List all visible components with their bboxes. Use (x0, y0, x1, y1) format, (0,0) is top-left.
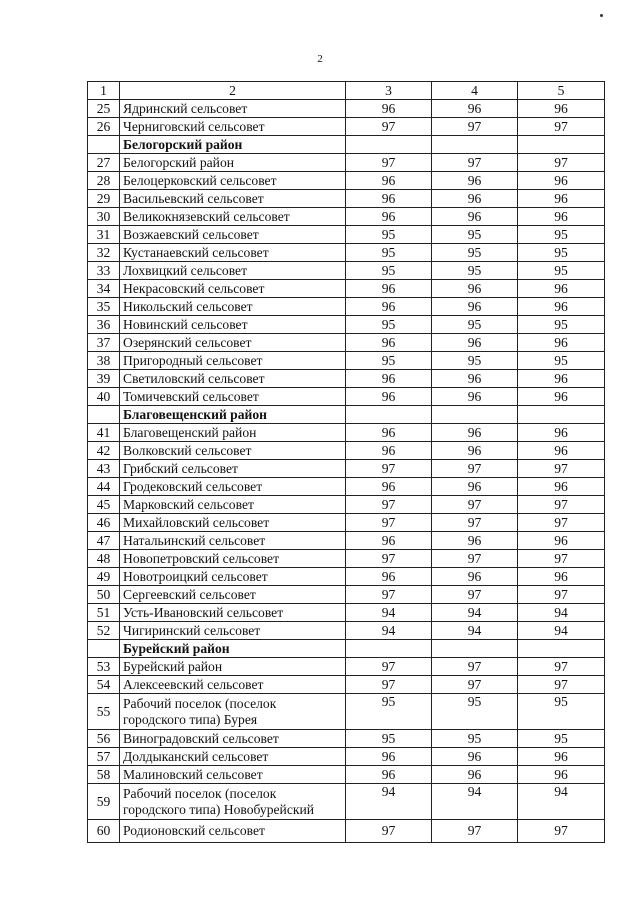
value-col3-cell: 97 (346, 514, 432, 532)
value-col5-cell: 95 (518, 244, 605, 262)
row-number-cell: 44 (88, 478, 120, 496)
value-col5-cell: 96 (518, 334, 605, 352)
territory-name-cell: Пригородный сельсовет (120, 352, 346, 370)
territory-name-cell: Новотроицкий сельсовет (120, 568, 346, 586)
value-col5-cell: 96 (518, 298, 605, 316)
value-col4-cell: 97 (432, 658, 518, 676)
value-col3-cell: 96 (346, 748, 432, 766)
territory-name-cell: Чигиринский сельсовет (120, 622, 346, 640)
table-row (88, 262, 605, 280)
value-col4-cell: 97 (432, 496, 518, 514)
value-col4-cell (432, 640, 518, 658)
row-number-cell: 39 (88, 370, 120, 388)
territory-name-cell: Черниговский сельсовет (120, 118, 346, 136)
table-row (88, 658, 605, 676)
header-cell-1: 1 (88, 82, 120, 100)
value-col5-cell: 96 (518, 442, 605, 460)
territory-name-cell: Гродековский сельсовет (120, 478, 346, 496)
territory-name-cell: Никольский сельсовет (120, 298, 346, 316)
value-col5-cell: 97 (518, 154, 605, 172)
row-number-cell: 25 (88, 100, 120, 118)
header-cell-5: 5 (518, 82, 605, 100)
row-number-cell: 50 (88, 586, 120, 604)
value-col5-cell: 96 (518, 568, 605, 586)
value-col5-cell: 95 (518, 262, 605, 280)
value-col3-cell: 94 (346, 622, 432, 640)
table-row (88, 154, 605, 172)
value-col3-cell: 97 (346, 658, 432, 676)
value-col4-cell: 96 (432, 388, 518, 406)
row-number-cell: 42 (88, 442, 120, 460)
row-number-cell: 34 (88, 280, 120, 298)
value-col5-cell: 95 (518, 226, 605, 244)
value-col4-cell: 97 (432, 820, 518, 843)
value-col3-cell: 96 (346, 568, 432, 586)
row-number-cell: 30 (88, 208, 120, 226)
value-col5-cell: 97 (518, 514, 605, 532)
territory-name-cell: Благовещенский район (120, 424, 346, 442)
value-col3-cell: 97 (346, 154, 432, 172)
value-col3-cell: 94 (346, 604, 432, 622)
value-col5-cell: 96 (518, 388, 605, 406)
table-row (88, 298, 605, 316)
value-col4-cell: 96 (432, 442, 518, 460)
row-number-cell: 27 (88, 154, 120, 172)
value-col3-cell: 97 (346, 586, 432, 604)
value-col5-cell: 95 (518, 316, 605, 334)
row-number-cell (88, 640, 120, 658)
territory-name-cell: Бурейский район (120, 658, 346, 676)
territory-name-cell: Благовещенский район (120, 406, 346, 424)
value-col4-cell: 97 (432, 118, 518, 136)
row-number-cell: 33 (88, 262, 120, 280)
value-col3-cell: 96 (346, 172, 432, 190)
row-number-cell: 41 (88, 424, 120, 442)
territory-name-cell: Михайловский сельсовет (120, 514, 346, 532)
value-col3-cell: 97 (346, 550, 432, 568)
territory-name-cell: Усть-Ивановский сельсовет (120, 604, 346, 622)
territory-name-cell: Лохвицкий сельсовет (120, 262, 346, 280)
value-col3-cell: 96 (346, 766, 432, 784)
value-col5-cell (518, 640, 605, 658)
value-col4-cell: 95 (432, 316, 518, 334)
territory-name-cell: Белогорский район (120, 136, 346, 154)
value-col3-cell: 96 (346, 190, 432, 208)
value-col3-cell: 96 (346, 388, 432, 406)
value-col4-cell: 97 (432, 586, 518, 604)
value-col5-cell: 97 (518, 820, 605, 843)
row-number-cell: 58 (88, 766, 120, 784)
territory-name-cell: Возжаевский сельсовет (120, 226, 346, 244)
row-number-cell: 40 (88, 388, 120, 406)
territory-name-cell: Томичевский сельсовет (120, 388, 346, 406)
table-row (88, 460, 605, 478)
table-row (88, 820, 605, 843)
value-col5-cell: 96 (518, 370, 605, 388)
value-col4-cell: 96 (432, 100, 518, 118)
territory-name-cell: Марковский сельсовет (120, 496, 346, 514)
value-col4-cell: 95 (432, 352, 518, 370)
value-col5-cell: 96 (518, 190, 605, 208)
value-col4-cell: 95 (432, 244, 518, 262)
row-number-cell (88, 406, 120, 424)
value-col3-cell (346, 640, 432, 658)
row-number-cell: 56 (88, 730, 120, 748)
value-col5-cell: 97 (518, 118, 605, 136)
value-col4-cell: 96 (432, 370, 518, 388)
value-col5-cell (518, 406, 605, 424)
value-col3-cell: 96 (346, 370, 432, 388)
district-header-row (88, 640, 605, 658)
table-row (88, 568, 605, 586)
value-col3-cell: 97 (346, 496, 432, 514)
row-number-cell: 60 (88, 820, 120, 843)
value-col3-cell: 96 (346, 532, 432, 550)
value-col4-cell: 96 (432, 568, 518, 586)
value-col3-cell: 96 (346, 100, 432, 118)
territory-name-cell: Бурейский район (120, 640, 346, 658)
value-col5-cell: 95 (518, 694, 605, 730)
table-row (88, 280, 605, 298)
value-col3-cell: 96 (346, 442, 432, 460)
table-row (88, 226, 605, 244)
row-number-cell: 38 (88, 352, 120, 370)
data-table (87, 81, 605, 843)
territory-name-cell: Грибский сельсовет (120, 460, 346, 478)
value-col4-cell: 96 (432, 532, 518, 550)
table-row (88, 514, 605, 532)
value-col4-cell: 97 (432, 154, 518, 172)
value-col3-cell (346, 136, 432, 154)
territory-name-cell: Белоцерковский сельсовет (120, 172, 346, 190)
row-number-cell (88, 136, 120, 154)
territory-name-cell: Алексеевский сельсовет (120, 676, 346, 694)
value-col4-cell: 96 (432, 766, 518, 784)
value-col5-cell: 97 (518, 550, 605, 568)
table-row (88, 388, 605, 406)
territory-name-cell: Новопетровский сельсовет (120, 550, 346, 568)
row-number-cell: 54 (88, 676, 120, 694)
territory-name-cell: Родионовский сельсовет (120, 820, 346, 843)
value-col4-cell: 95 (432, 262, 518, 280)
value-col3-cell: 97 (346, 118, 432, 136)
territory-name-cell: Белогорский район (120, 154, 346, 172)
value-col3-cell: 95 (346, 730, 432, 748)
table-row (88, 172, 605, 190)
table-row (88, 604, 605, 622)
value-col4-cell: 96 (432, 172, 518, 190)
value-col5-cell: 94 (518, 784, 605, 820)
value-col4-cell: 97 (432, 460, 518, 478)
table-row (88, 766, 605, 784)
value-col4-cell: 96 (432, 190, 518, 208)
value-col5-cell: 96 (518, 766, 605, 784)
value-col4-cell: 96 (432, 478, 518, 496)
value-col4-cell: 94 (432, 604, 518, 622)
table-row (88, 550, 605, 568)
value-col3-cell: 96 (346, 478, 432, 496)
value-col4-cell (432, 406, 518, 424)
territory-name-cell: Новинский сельсовет (120, 316, 346, 334)
table-row (88, 784, 605, 820)
value-col4-cell: 96 (432, 334, 518, 352)
value-col4-cell: 94 (432, 622, 518, 640)
value-col5-cell: 94 (518, 622, 605, 640)
value-col3-cell: 97 (346, 676, 432, 694)
value-col3-cell: 97 (346, 820, 432, 843)
row-number-cell: 29 (88, 190, 120, 208)
territory-name-cell: Волковский сельсовет (120, 442, 346, 460)
value-col5-cell: 96 (518, 280, 605, 298)
header-row (88, 82, 605, 100)
table-row (88, 370, 605, 388)
territory-name-cell: Светиловский сельсовет (120, 370, 346, 388)
scan-speck (600, 14, 603, 17)
value-col3-cell: 96 (346, 424, 432, 442)
table-row (88, 424, 605, 442)
value-col3-cell: 96 (346, 334, 432, 352)
table-row (88, 676, 605, 694)
value-col4-cell: 97 (432, 550, 518, 568)
value-col4-cell: 96 (432, 298, 518, 316)
value-col5-cell: 96 (518, 478, 605, 496)
value-col4-cell (432, 136, 518, 154)
table-row (88, 334, 605, 352)
table-row (88, 442, 605, 460)
table-row (88, 730, 605, 748)
table-row (88, 694, 605, 730)
row-number-cell: 47 (88, 532, 120, 550)
value-col4-cell: 95 (432, 226, 518, 244)
value-col4-cell: 94 (432, 784, 518, 820)
value-col4-cell: 95 (432, 694, 518, 730)
value-col3-cell: 96 (346, 298, 432, 316)
value-col4-cell: 96 (432, 424, 518, 442)
table-row (88, 118, 605, 136)
value-col3-cell: 95 (346, 316, 432, 334)
value-col5-cell: 96 (518, 100, 605, 118)
row-number-cell: 45 (88, 496, 120, 514)
row-number-cell: 51 (88, 604, 120, 622)
row-number-cell: 52 (88, 622, 120, 640)
value-col5-cell: 97 (518, 658, 605, 676)
territory-name-cell: Васильевский сельсовет (120, 190, 346, 208)
territory-name-cell: Сергеевский сельсовет (120, 586, 346, 604)
value-col4-cell: 97 (432, 514, 518, 532)
table-row (88, 100, 605, 118)
row-number-cell: 57 (88, 748, 120, 766)
value-col5-cell: 96 (518, 532, 605, 550)
value-col3-cell: 95 (346, 352, 432, 370)
row-number-cell: 48 (88, 550, 120, 568)
value-col5-cell: 97 (518, 460, 605, 478)
value-col5-cell (518, 136, 605, 154)
value-col5-cell: 96 (518, 748, 605, 766)
territory-name-cell: Ядринский сельсовет (120, 100, 346, 118)
territory-name-cell: Долдыканский сельсовет (120, 748, 346, 766)
territory-name-cell: Рабочий поселок (поселок городского типа) Бурея (120, 694, 346, 730)
value-col4-cell: 96 (432, 208, 518, 226)
row-number-cell: 31 (88, 226, 120, 244)
district-header-row (88, 406, 605, 424)
value-col3-cell: 96 (346, 280, 432, 298)
table-row (88, 208, 605, 226)
row-number-cell: 43 (88, 460, 120, 478)
table-row (88, 478, 605, 496)
row-number-cell: 26 (88, 118, 120, 136)
territory-name-cell: Натальинский сельсовет (120, 532, 346, 550)
value-col3-cell: 95 (346, 694, 432, 730)
value-col5-cell: 97 (518, 586, 605, 604)
header-cell-4: 4 (432, 82, 518, 100)
table-row (88, 316, 605, 334)
row-number-cell: 49 (88, 568, 120, 586)
row-number-cell: 28 (88, 172, 120, 190)
territory-name-cell: Великокнязевский сельсовет (120, 208, 346, 226)
territory-name-cell: Некрасовский сельсовет (120, 280, 346, 298)
row-number-cell: 35 (88, 298, 120, 316)
value-col3-cell: 97 (346, 460, 432, 478)
table-row (88, 244, 605, 262)
value-col5-cell: 96 (518, 208, 605, 226)
territory-name-cell: Озерянский сельсовет (120, 334, 346, 352)
value-col3-cell: 96 (346, 208, 432, 226)
table-row (88, 532, 605, 550)
page-number: 2 (317, 53, 323, 65)
row-number-cell: 46 (88, 514, 120, 532)
row-number-cell: 32 (88, 244, 120, 262)
row-number-cell: 55 (88, 694, 120, 730)
value-col5-cell: 96 (518, 424, 605, 442)
table-row (88, 352, 605, 370)
table-row (88, 622, 605, 640)
value-col4-cell: 97 (432, 676, 518, 694)
territory-name-cell: Кустанаевский сельсовет (120, 244, 346, 262)
value-col5-cell: 95 (518, 352, 605, 370)
value-col5-cell: 97 (518, 676, 605, 694)
value-col4-cell: 95 (432, 730, 518, 748)
value-col3-cell (346, 406, 432, 424)
value-col4-cell: 96 (432, 280, 518, 298)
row-number-cell: 37 (88, 334, 120, 352)
territory-name-cell: Виноградовский сельсовет (120, 730, 346, 748)
header-cell-3: 3 (346, 82, 432, 100)
value-col5-cell: 97 (518, 496, 605, 514)
row-number-cell: 53 (88, 658, 120, 676)
header-cell-2: 2 (120, 82, 346, 100)
value-col5-cell: 95 (518, 730, 605, 748)
value-col5-cell: 94 (518, 604, 605, 622)
row-number-cell: 59 (88, 784, 120, 820)
table-row (88, 748, 605, 766)
row-number-cell: 36 (88, 316, 120, 334)
value-col5-cell: 96 (518, 172, 605, 190)
value-col3-cell: 95 (346, 226, 432, 244)
table-row (88, 496, 605, 514)
table-row (88, 586, 605, 604)
territory-name-cell: Малиновский сельсовет (120, 766, 346, 784)
value-col4-cell: 96 (432, 748, 518, 766)
territory-name-cell: Рабочий поселок (поселок городского типа) Новобурейский (120, 784, 346, 820)
district-header-row (88, 136, 605, 154)
value-col3-cell: 95 (346, 244, 432, 262)
value-col3-cell: 94 (346, 784, 432, 820)
table-row (88, 190, 605, 208)
value-col3-cell: 95 (346, 262, 432, 280)
